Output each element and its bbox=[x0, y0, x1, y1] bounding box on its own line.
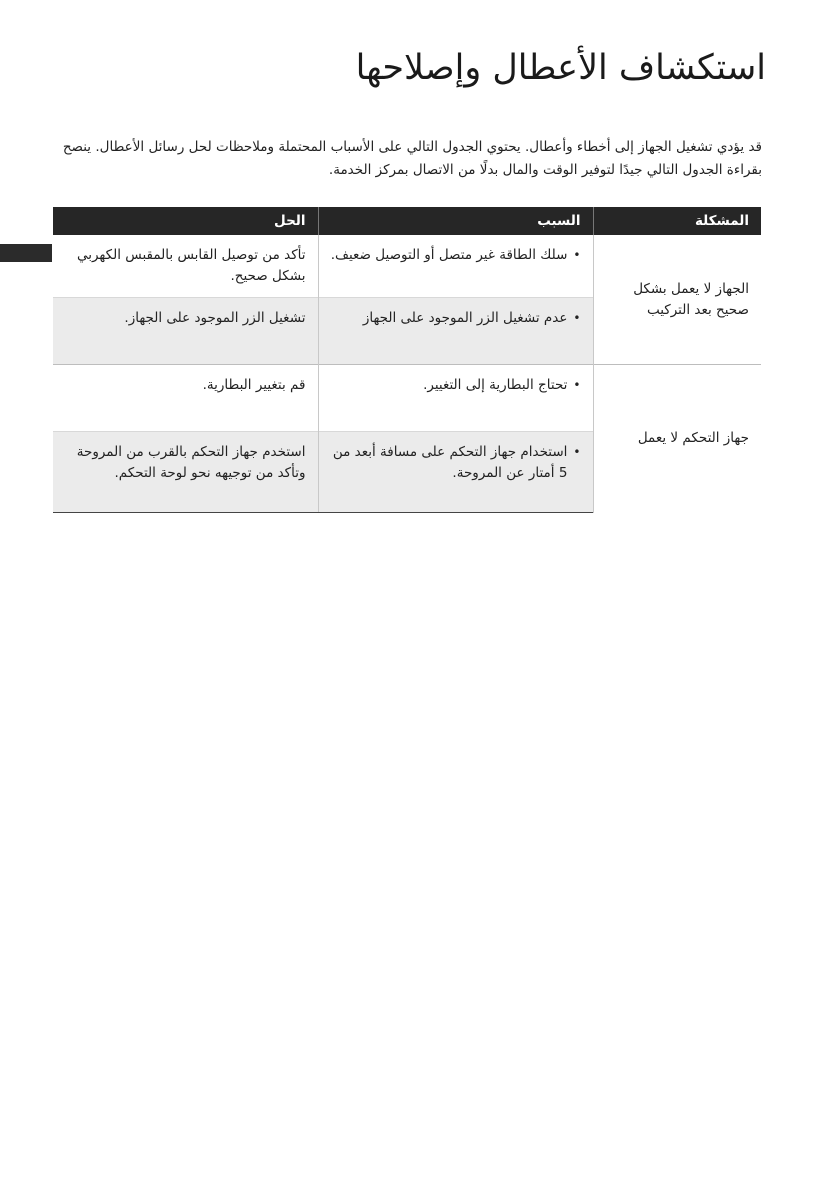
page-title: استكشاف الأعطال وإصلاحها bbox=[355, 48, 766, 88]
cause-cell bbox=[318, 365, 593, 432]
solution-cell: تشغيل الزر الموجود على الجهاز. bbox=[53, 298, 318, 365]
cause-cell bbox=[318, 298, 593, 365]
header-cause: السبب bbox=[318, 207, 593, 235]
header-problem: المشكلة bbox=[593, 207, 761, 235]
table-header-row bbox=[53, 207, 761, 235]
troubleshooting-table bbox=[53, 207, 761, 513]
solution-cell: قم بتغيير البطارية. bbox=[53, 365, 318, 432]
cause-text: تحتاج البطارية إلى التغيير. bbox=[423, 377, 568, 393]
bullet-icon: • bbox=[573, 378, 581, 392]
bullet-icon: • bbox=[573, 445, 581, 459]
cause-text: عدم تشغيل الزر الموجود على الجهاز bbox=[362, 310, 568, 326]
table-row bbox=[53, 365, 761, 432]
cause-cell bbox=[318, 235, 593, 298]
header-solution: الحل bbox=[53, 207, 318, 235]
bullet-icon: • bbox=[573, 248, 581, 262]
solution-cell: استخدم جهاز التحكم بالقرب من المروحة وتأكد من توجيهه نحو لوحة التحكم. bbox=[53, 432, 318, 513]
section-tab-marker bbox=[0, 244, 52, 262]
bullet-icon: • bbox=[573, 311, 581, 325]
cause-cell bbox=[318, 432, 593, 513]
solution-cell: تأكد من توصيل القابس بالمقبس الكهربي بشكل صحيح. bbox=[53, 235, 318, 298]
problem-cell: جهاز التحكم لا يعمل bbox=[593, 365, 761, 513]
problem-cell: الجهاز لا يعمل بشكل صحيح بعد التركيب bbox=[593, 235, 761, 365]
cause-text: سلك الطاقة غير متصل أو التوصيل ضعيف. bbox=[330, 247, 568, 263]
table-row bbox=[53, 235, 761, 298]
cause-text: استخدام جهاز التحكم على مسافة أبعد من 5 أمتار عن المروحة. bbox=[332, 444, 568, 481]
intro-paragraph: قد يؤدي تشغيل الجهاز إلى أخطاء وأعطال. يحتوي الجدول التالي على الأسباب المحتملة وملاحظات لحل رسائل الأعطال. ينصح بقراءة الجدول التالي جيدًا لتوفير الوقت والمال بدلًا من الاتصال بمركز الخدمة. bbox=[62, 139, 762, 178]
